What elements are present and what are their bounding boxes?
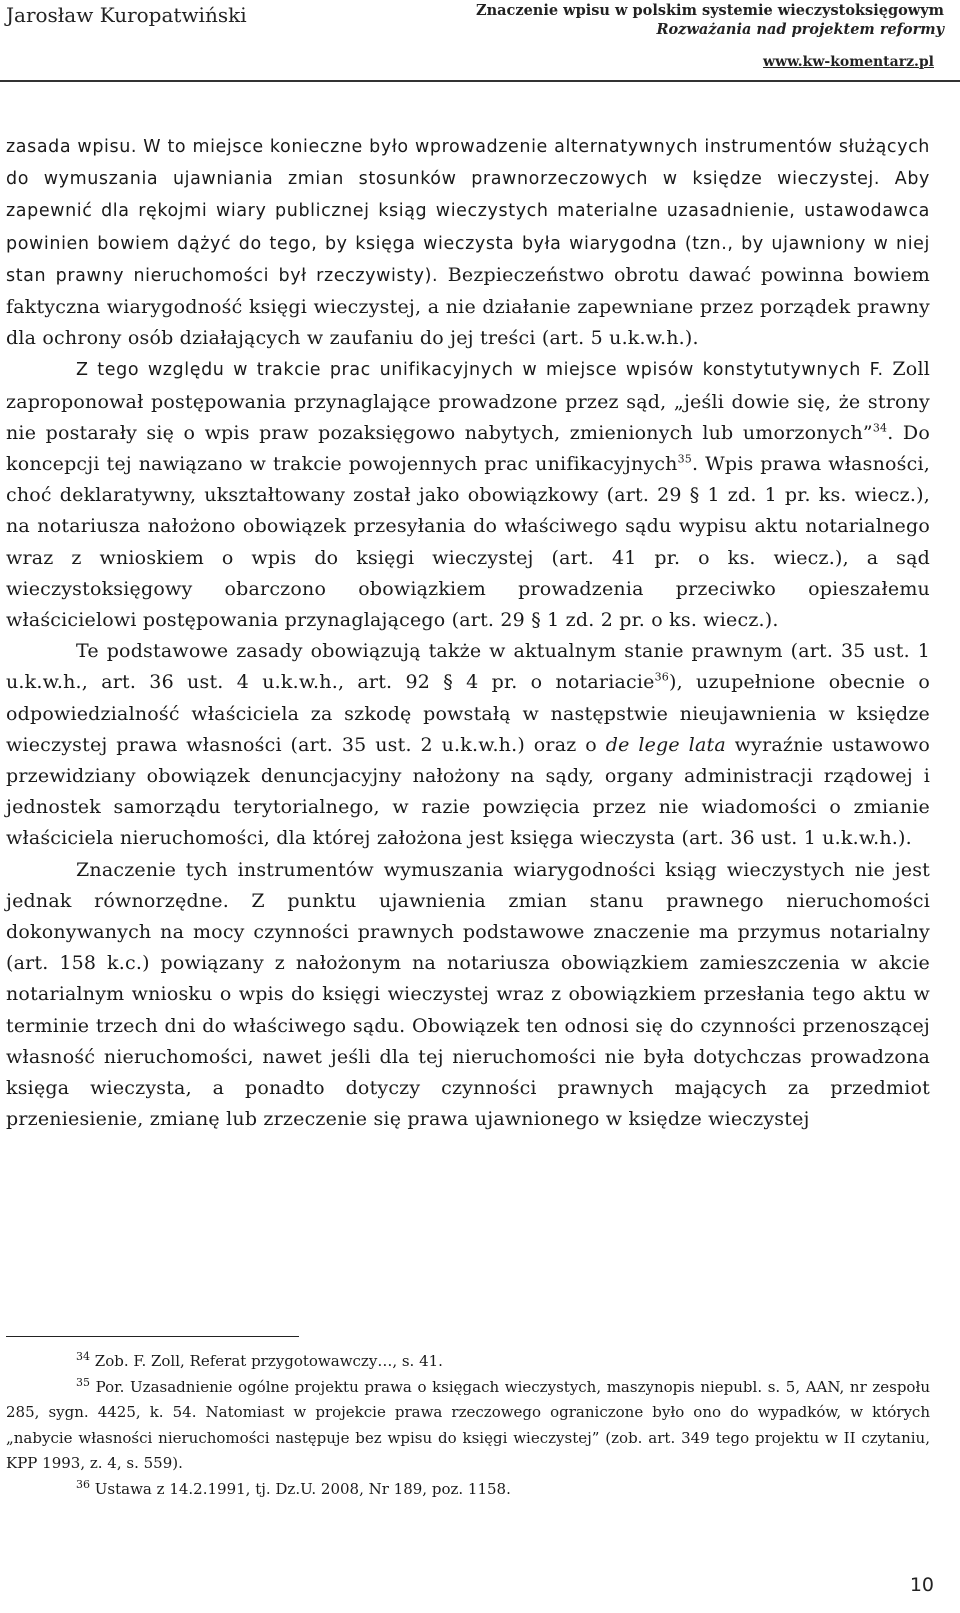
paragraph-2-text-c: . Do koncepcji tej nawiązano w trakcie powojennych prac unifikacyjnych: [6, 421, 930, 476]
author-name: Jarosław Kuropatwiński: [6, 3, 247, 27]
paragraph-2-text-a: Z tego względu w trakcie prac unifikacyjnych w miejsce wpisów konstytutywnych F.: [76, 360, 884, 381]
header-title-block: [476, 2, 944, 39]
footnote-divider: [6, 1336, 299, 1337]
document-title: Znaczenie wpisu w polskim systemie wieczystoksięgowym: [475, 2, 944, 19]
paragraph-2: [6, 354, 930, 636]
website-link[interactable]: www.kw-komentarz.pl: [763, 54, 934, 70]
footnote-number: 34: [76, 1350, 90, 1363]
paragraph-4: Znaczenie tych instrumentów wymuszania wiarygodności ksiąg wieczystych nie jest jednak równorzędne. Z punktu ujawnienia zmian stanu prawnego nieruchomości dokonywanych na mocy czynności prawnych podstawowe znaczenie ma przymus notarialny (art. 158 k.c.) powiązany z nałożonym na notariusza obowiązkiem zamieszczenia w akcie notarialnym wniosku o wpis do księgi wieczystej wraz z obowiązkiem przesłania tego aktu w terminie trzech dni do właściwego sądu. Obowiązek ten odnosi się do czynności przenoszącej własność nieruchomości, nawet jeśli dla tej nieruchomości nie była dotychczas prowadzona księga wieczysta, a ponadto dotyczy czynności prawnych mających za przedmiot przeniesienie, zmianę lub zrzeczenie się prawa ujawnionego w księdze wieczystej: [6, 858, 930, 1131]
footnote-text: Ustawa z 14.2.1991, tj. Dz.U. 2008, Nr 189, poz. 1158.: [94, 1479, 511, 1498]
paragraph-3-text-c: wyraźnie ustawowo przewidziany obowiązek denuncjacyjny nałożony na sądy, organy administracji rządowej i jednostek samorządu terytorialnego, w razie powzięcia przez nie wiadomości o zmianie właściciela nieruchomości, dla której założona jest księga wieczysta (art. 36 ust. 1 u.k.w.h.).: [6, 733, 931, 850]
main-text: [6, 131, 930, 1136]
paragraph-1-text-a: zasada wpisu. W to miejsce konieczne było wprowadzenie alternatywnych instrumentów służących do wymuszania ujawniania zmian stosunków prawnorzeczowych w księdze wieczystej. Aby zapewnić dla rękojmi wiary publicznej ksiąg wieczystych materialne uzasadnienie, ustawodawca powinien bowiem dążyć do tego, by księga wieczysta była wiarygodna (tzn., by ujawniony w niej stan prawny nieruchomości był rzeczywisty).: [6, 137, 930, 286]
page-header: [0, 0, 960, 80]
footnote-36: [6, 1477, 930, 1503]
paragraph-2-text-b: Zoll zaproponował postępowania przynaglające prowadzone przez sąd, „jeśli dowie się, że strony nie postarały się o wpis praw pozaksięgowo nabytych, zmienionych lub umorzonych”: [6, 358, 930, 444]
paragraph-1-text-b: Bezpieczeństwo obrotu dawać powinna bowiem faktyczna wiarygodność księgi wieczystej, a nie działanie zapewniane przez porządek prawny dla ochrony osób działających w zaufaniu do jej treści (art. 5 u.k.w.h.).: [6, 263, 930, 350]
latin-phrase: de lege lata: [605, 733, 726, 756]
paragraph-3: [6, 636, 930, 854]
footnote-ref-36[interactable]: 36: [654, 671, 669, 685]
footnote-text: Zob. F. Zoll, Referat przygotowawczy…, s. 41.: [94, 1352, 443, 1370]
footnote-ref-35[interactable]: 35: [677, 452, 693, 466]
footnote-number: 35: [76, 1375, 90, 1389]
footnote-text: Por. Uzasadnienie ogólne projektu prawa o księgach wieczystych, maszynopis niepubl. s. 5, AAN, nr zespołu 285, sygn. 4425, k. 54. Natomiast w projekcie prawa rzeczowego ograniczone było ono do wypadków, w których „nabycie własności nieruchomości następuje bez wpisu do księgi wieczystej” (zob. art. 349 tego projektu w II czytaniu, KPP 1993, z. 4, s. 559).: [6, 1377, 930, 1472]
page-number: 10: [909, 1574, 934, 1596]
header-divider: [0, 80, 960, 82]
footnote-34: [6, 1349, 930, 1375]
paragraph-2-text-d: . Wpis prawa własności, choć deklaratywny, ukształtowany został jako obowiązkowy (art. 29 § 1 zd. 1 pr. ks. wiecz.), na notariusza nałożono obowiązek przesyłania do właściwego sądu wypisu aktu notarialnego wraz z wnioskiem o wpis do księgi wieczystej (art. 41 pr. o ks. wiecz.), a sąd wieczystoksięgowy obarczono obowiązkiem prowadzenia przeciwko opieszałemu właścicielowi postępowania przynaglającego (art. 29 § 1 zd. 2 pr. o ks. wiecz.).: [6, 453, 930, 632]
paragraph-1: [6, 131, 930, 354]
footnote-ref-34[interactable]: 34: [872, 421, 888, 435]
footnotes: [6, 1349, 930, 1502]
paragraph-3-text-b: ), uzupełnione obecnie o odpowiedzialność właściciela za szkodę powstałą w następstwie nieujawnienia w księdze wieczystej prawa własności (art. 35 ust. 2 u.k.w.h.) oraz o: [6, 671, 930, 756]
document-subtitle: Rozważania nad projektem reformy: [656, 21, 944, 38]
paragraph-3-text-a: Te podstawowe zasady obowiązują także w aktualnym stanie prawnym (art. 35 ust. 1 u.k.w.h., art. 36 ust. 4 u.k.w.h., art. 92 § 4 pr. o notariacie: [6, 640, 930, 694]
footnote-35: [6, 1375, 930, 1477]
footnote-number: 36: [76, 1477, 90, 1491]
